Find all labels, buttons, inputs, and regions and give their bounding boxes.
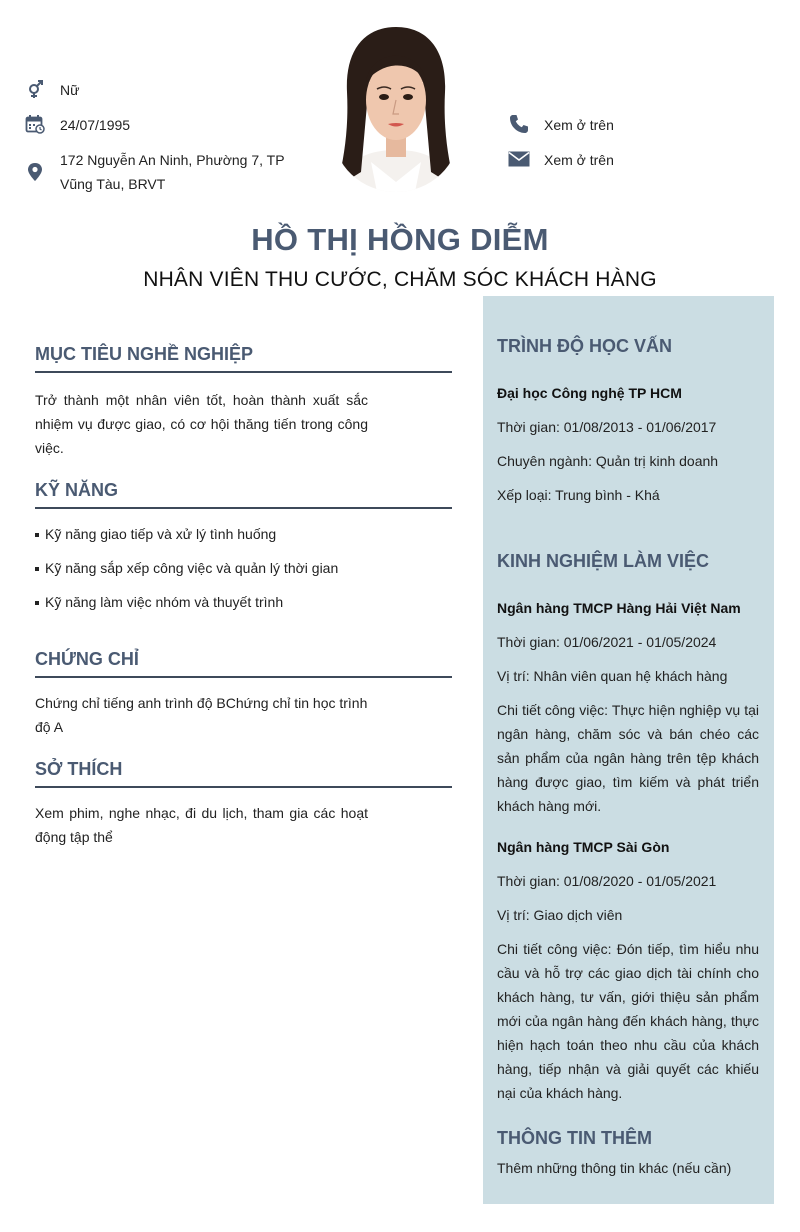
skill-item-text: Kỹ năng giao tiếp và xử lý tình huống — [45, 526, 277, 542]
gender-icon — [24, 78, 46, 100]
skill-item-text: Kỹ năng làm việc nhóm và thuyết trình — [45, 594, 284, 610]
job-company: Ngân hàng TMCP Sài Gòn — [497, 839, 670, 855]
job-details: Chi tiết công việc: Đón tiếp, tìm hiểu nhu cầu và hỗ trợ các giao dịch tài chính cho khách hàng, tư vấn, giới thiệu sản phẩm mới của ngân hàng đến khách hàng, thực hiện hạch toán theo nhu cầu của khách hàng, tiếp nhận và giải quyết các khiếu nại của khách hàng. — [497, 941, 759, 1101]
email-value: Xem ở trên — [544, 152, 614, 168]
gender-value: Nữ — [60, 82, 80, 98]
bullet-icon — [35, 601, 39, 605]
education-school: Đại học Công nghệ TP HCM — [497, 385, 682, 401]
address-line-2: Vũng Tàu, BRVT — [60, 176, 166, 192]
additional-text: Thêm những thông tin khác (nếu cần) — [497, 1160, 732, 1176]
education-major: Chuyên ngành: Quản trị kinh doanh — [497, 453, 719, 469]
bullet-icon — [35, 533, 39, 537]
education-grade: Xếp loại: Trung bình - Khá — [497, 487, 660, 503]
location-pin-icon — [24, 161, 46, 183]
bullet-icon — [35, 567, 39, 571]
skill-item — [35, 590, 283, 614]
job-details: Chi tiết công việc: Thực hiện nghiệp vụ tại ngân hàng, chăm sóc và bán chéo các sản phẩm của ngân hàng trên tệp khách hàng được giao, tìm kiếm và phát triển khách hàng mới. — [497, 702, 759, 814]
address-value — [60, 148, 285, 196]
additional-heading: THÔNG TIN THÊM — [497, 1128, 652, 1148]
experience-heading: KINH NGHIỆM LÀM VIỆC — [497, 551, 710, 571]
job-time: Thời gian: 01/06/2021 - 01/05/2024 — [497, 634, 717, 650]
address-row — [24, 148, 285, 196]
gender-row — [24, 78, 79, 102]
skills-heading: KỸ NĂNG — [35, 480, 452, 509]
phone-row — [508, 113, 614, 137]
phone-value: Xem ở trên — [544, 117, 614, 133]
calendar-icon — [24, 113, 46, 135]
phone-icon — [508, 113, 530, 135]
address-line-1: 172 Nguyễn An Ninh, Phường 7, TP — [60, 152, 285, 168]
dob-value: 24/07/1995 — [60, 117, 131, 133]
job-title: NHÂN VIÊN THU CƯỚC, CHĂM SÓC KHÁCH HÀNG — [143, 268, 657, 291]
skill-item-text: Kỹ năng sắp xếp công việc và quản lý thời gian — [45, 560, 339, 576]
dob-row — [24, 113, 130, 137]
education-time: Thời gian: 01/08/2013 - 01/06/2017 — [497, 419, 717, 435]
certificates-heading: CHỨNG CHỈ — [35, 649, 452, 678]
education-heading: TRÌNH ĐỘ HỌC VẤN — [497, 336, 672, 356]
email-row — [508, 148, 614, 172]
job-position: Vị trí: Giao dịch viên — [497, 907, 623, 923]
objective-heading: MỤC TIÊU NGHỀ NGHIỆP — [35, 344, 452, 373]
job-company: Ngân hàng TMCP Hàng Hải Việt Nam — [497, 600, 741, 616]
hobbies-text: Xem phim, nghe nhạc, đi du lịch, tham gia các hoạt động tập thể — [35, 805, 368, 845]
certificates-text: Chứng chỉ tiếng anh trình độ BChứng chỉ tin học trình độ A — [35, 695, 368, 735]
profile-photo — [333, 22, 459, 192]
full-name: HỒ THỊ HỒNG DIỄM — [251, 222, 549, 257]
email-icon — [508, 148, 530, 170]
objective-text: Trở thành một nhân viên tốt, hoàn thành xuất sắc nhiệm vụ được giao, có cơ hội thăng tiến trong công việc. — [35, 392, 368, 456]
job-position: Vị trí: Nhân viên quan hệ khách hàng — [497, 668, 728, 684]
hobbies-heading: SỞ THÍCH — [35, 759, 452, 788]
skill-item — [35, 522, 276, 546]
skill-item — [35, 556, 338, 580]
job-time: Thời gian: 01/08/2020 - 01/05/2021 — [497, 873, 717, 889]
